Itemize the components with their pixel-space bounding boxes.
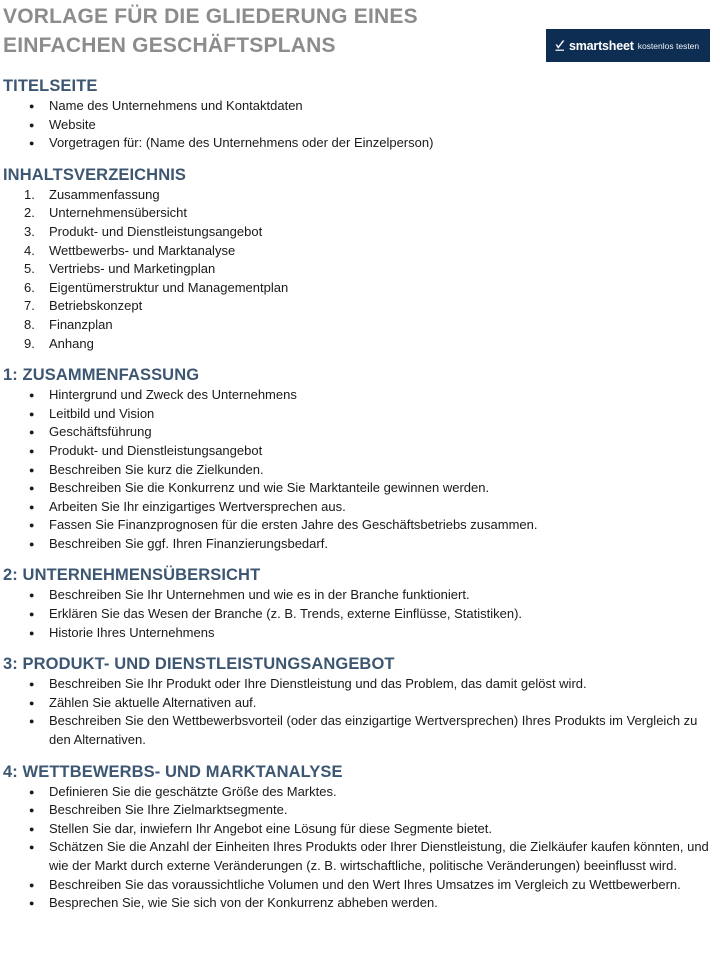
list-item: [0, 712, 714, 749]
bullet-icon: ●: [29, 879, 35, 890]
section-heading: 2: UNTERNEHMENSÜBERSICHT: [3, 566, 261, 585]
bullet-icon: ●: [29, 716, 35, 727]
list-item: [0, 405, 714, 424]
title-line-2: EINFACHEN GESCHÄFTSPLANS: [3, 34, 336, 57]
bullet-list: [0, 386, 720, 553]
bullet-icon: ●: [29, 538, 35, 549]
bullet-icon: ●: [29, 786, 35, 797]
bullet-icon: ●: [29, 627, 35, 638]
document-title: [3, 2, 523, 60]
list-number: 6.: [24, 279, 35, 295]
bullet-list: [0, 783, 720, 913]
section-heading: INHALTSVERZEICHNIS: [3, 165, 187, 184]
list-item: [0, 335, 714, 354]
list-item-text: Beschreiben Sie Ihr Unternehmen und wie es in der Branche funktioniert.: [49, 587, 470, 603]
bullet-icon: ●: [29, 427, 35, 438]
list-number: 3.: [24, 223, 35, 239]
list-item-text: Betriebskonzept: [49, 298, 143, 314]
section-produktangebot: [0, 651, 720, 749]
list-item-text: Eigentümerstruktur und Managementplan: [49, 279, 289, 295]
list-item-text: Definieren Sie die geschätzte Größe des Marktes.: [49, 783, 337, 799]
list-item-text: Beschreiben Sie kurz die Zielkunden.: [49, 461, 264, 477]
banner-brand: smartsheet: [569, 38, 634, 53]
list-item: [0, 876, 714, 895]
bullet-icon: ●: [29, 842, 35, 853]
bullet-icon: ●: [29, 101, 35, 111]
bullet-icon: ●: [29, 697, 35, 708]
list-item-text: Erklären Sie das Wesen der Branche (z. B. Trends, externe Einflüsse, Statistiken).: [49, 606, 523, 622]
section-inhaltsverzeichnis: [0, 162, 720, 353]
list-item: [0, 260, 714, 279]
list-item-text: Vorgetragen für: (Name des Unternehmens oder der Einzelperson): [49, 135, 434, 151]
bullet-icon: ●: [29, 823, 35, 834]
list-item: [0, 297, 714, 316]
list-item-text: Zählen Sie aktuelle Alternativen auf.: [49, 694, 257, 710]
list-item: [0, 801, 714, 820]
list-item: [0, 498, 714, 517]
bullet-list: [0, 675, 720, 749]
bullet-icon: ●: [29, 805, 35, 816]
list-item-text: Beschreiben Sie den Wettbewerbsvorteil (oder das einzigartige Wertversprechen) Ihres Produkts im Vergleich zu den Alternativen.: [49, 713, 698, 748]
list-item: [0, 279, 714, 298]
list-item: [0, 516, 714, 535]
section-heading: 3: PRODUKT- UND DIENSTLEISTUNGSANGEBOT: [3, 655, 395, 674]
list-number: 4.: [24, 242, 35, 258]
list-item-text: Geschäftsführung: [49, 424, 152, 440]
document-body: [0, 73, 720, 913]
section-zusammenfassung: [0, 362, 720, 553]
list-item-text: Produkt- und Dienstleistungsangebot: [49, 223, 263, 239]
bullet-icon: ●: [29, 390, 35, 401]
list-item-text: Name des Unternehmens und Kontaktdaten: [49, 98, 303, 113]
list-item-text: Beschreiben Sie die Konkurrenz und wie Sie Marktanteile gewinnen werden.: [49, 480, 490, 496]
list-item: [0, 605, 714, 624]
list-item-text: Leitbild und Vision: [49, 405, 155, 421]
list-item: [0, 535, 714, 554]
bullet-list: [0, 97, 720, 153]
list-item: [0, 423, 714, 442]
list-item: [0, 586, 714, 605]
section-heading: 4: WETTBEWERBS- UND MARKTANALYSE: [3, 762, 343, 781]
list-item-text: Stellen Sie dar, inwiefern Ihr Angebot eine Lösung für diese Segmente bietet.: [49, 820, 493, 836]
bullet-icon: ●: [29, 119, 35, 130]
list-item: [0, 624, 714, 643]
section-titelseite: [0, 73, 720, 153]
list-item-text: Beschreiben Sie ggf. Ihren Finanzierungsbedarf.: [49, 535, 328, 551]
list-item: [0, 894, 714, 913]
list-item: [0, 694, 714, 713]
smartsheet-check-icon: [555, 40, 565, 51]
bullet-icon: ●: [29, 590, 35, 601]
section-marktanalyse: [0, 759, 720, 913]
list-item: [0, 461, 714, 480]
bullet-icon: ●: [29, 898, 35, 909]
section-unternehmensuebersicht: [0, 562, 720, 642]
bullet-icon: ●: [29, 679, 35, 690]
bullet-icon: ●: [29, 483, 35, 494]
list-item-text: Beschreiben Sie Ihr Produkt oder Ihre Dienstleistung und das Problem, das damit gelöst wird.: [49, 676, 587, 692]
smartsheet-trial-banner[interactable]: [546, 29, 710, 62]
list-item-text: Website: [49, 116, 96, 132]
section-heading: TITELSEITE: [3, 77, 98, 95]
list-item: [0, 204, 714, 223]
list-item: [0, 442, 714, 461]
bullet-icon: ●: [29, 138, 35, 149]
list-item-text: Unternehmensübersicht: [49, 205, 188, 221]
numbered-list: [0, 186, 720, 353]
list-item: [0, 316, 714, 335]
list-item: [0, 242, 714, 261]
list-item-text: Finanzplan: [49, 316, 113, 332]
list-item-text: Historie Ihres Unternehmens: [49, 624, 215, 640]
section-heading: 1: ZUSAMMENFASSUNG: [3, 366, 200, 385]
list-item-text: Beschreiben Sie das voraussichtliche Volumen und den Wert Ihres Umsatzes im Vergleich zu Wettbewerbern.: [49, 876, 681, 892]
bullet-icon: ●: [29, 520, 35, 531]
list-number: 5.: [24, 261, 35, 277]
list-item-text: Produkt- und Dienstleistungsangebot: [49, 442, 263, 458]
list-item: [0, 479, 714, 498]
list-number: 9.: [24, 335, 35, 351]
list-item-text: Wettbewerbs- und Marktanalyse: [49, 242, 236, 258]
title-line-1: VORLAGE FÜR DIE GLIEDERUNG EINES: [3, 5, 418, 28]
list-item: [0, 838, 714, 875]
bullet-icon: ●: [29, 501, 35, 512]
bullet-icon: ●: [29, 609, 35, 620]
list-number: 1.: [24, 186, 35, 202]
list-item-text: Anhang: [49, 335, 94, 351]
list-item-text: Beschreiben Sie Ihre Zielmarktsegmente.: [49, 802, 288, 818]
list-item: [0, 186, 714, 205]
bullet-icon: ●: [29, 445, 35, 456]
bullet-icon: ●: [29, 408, 35, 419]
list-item: [0, 223, 714, 242]
list-item-text: Hintergrund und Zweck des Unternehmens: [49, 387, 297, 403]
banner-cta: kostenlos testen: [637, 40, 700, 51]
list-item-text: Zusammenfassung: [49, 186, 160, 202]
list-item-text: Schätzen Sie die Anzahl der Einheiten Ihres Produkts oder Ihrer Dienstleistung, die Zielkäufer kaufen könnten, und wie der Markt durch externe Veränderungen (z. B. wirtschaftliche, politische Veränderungen) beeinflusst wird.: [49, 839, 709, 873]
list-item-text: Fassen Sie Finanzprognosen für die ersten Jahre des Geschäftsbetriebs zusammen.: [49, 517, 538, 533]
list-item-text: Arbeiten Sie Ihr einzigartiges Wertversprechen aus.: [49, 498, 346, 514]
bullet-icon: ●: [29, 464, 35, 475]
list-number: 8.: [24, 316, 35, 332]
list-item: [0, 134, 714, 153]
list-item: [0, 116, 714, 135]
list-item-text: Vertriebs- und Marketingplan: [49, 261, 216, 277]
list-item-text: Besprechen Sie, wie Sie sich von der Konkurrenz abheben werden.: [49, 895, 438, 911]
list-item: [0, 386, 714, 405]
list-item: [0, 675, 714, 694]
bullet-list: [0, 586, 720, 642]
list-number: 2.: [24, 205, 35, 221]
list-item: [0, 97, 714, 116]
list-number: 7.: [24, 298, 35, 314]
list-item: [0, 783, 714, 802]
list-item: [0, 820, 714, 839]
